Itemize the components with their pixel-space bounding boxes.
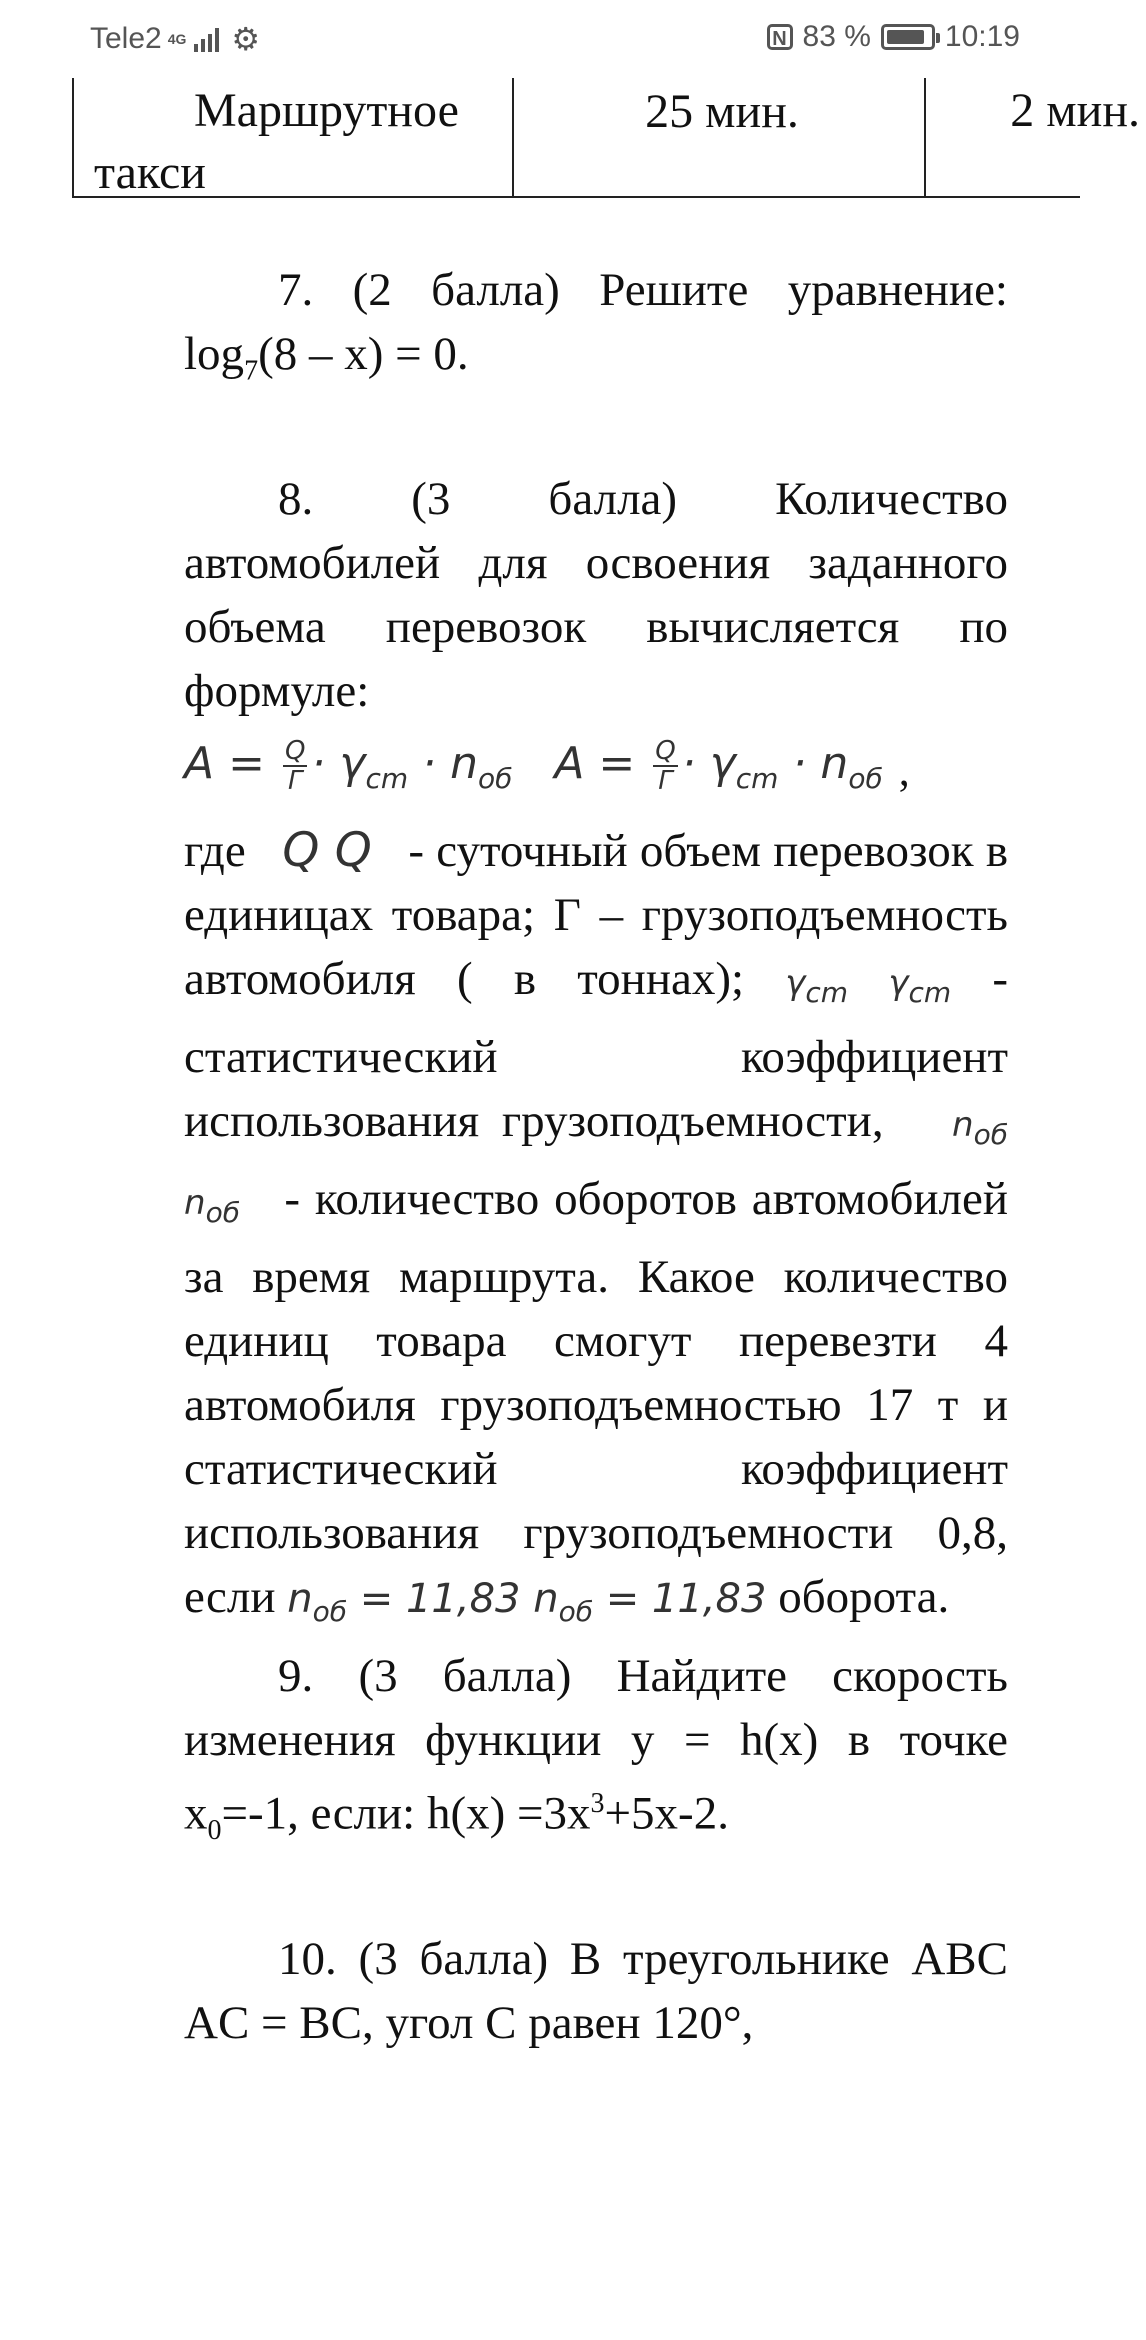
gear-icon: ⚙ (231, 21, 261, 57)
status-bar (0, 0, 1080, 78)
q7-log-base: 7 (244, 355, 259, 387)
q8-gamma-description: - статистический коэффициент использования грузоподъемности, (184, 953, 1009, 1148)
nfc-icon: N (767, 24, 793, 50)
q8-formula (184, 723, 1008, 819)
table-cell-time: 25 мин. (645, 85, 799, 138)
q-symbol-image: Q Q (282, 823, 372, 879)
q7-number: 7. (278, 264, 314, 316)
q9-x-subscript: 0 (207, 1814, 222, 1846)
document-body (184, 258, 1008, 2055)
table-border (924, 78, 926, 196)
q8-intro: Количество автомобилей для освоения заданного объема перевозок вычисляется по формуле: (184, 473, 1008, 718)
q8-q-description: - суточный объем перевозок в единицах товара; Г – грузоподъемность автомобиля ( в тоннах); (184, 825, 1009, 1006)
formula-image: A = $\frac{Q}{\Gamma}$ · $\gamma_{cm} \cdot n_{об}$ A = $\frac{Q}{\Gamma}$ · $\gamma_{cm} \cdot n_{об}$ (184, 735, 883, 796)
battery-percent: 83 % (802, 20, 871, 53)
q7-text-end: (8 – x) = 0. (258, 328, 469, 380)
gamma-symbol-image: $\gamma_{cm}$ $\gamma_{cm}$ (785, 963, 952, 1010)
formula-comma: , (898, 746, 910, 796)
signal-icon (194, 26, 219, 52)
q8-definitions (184, 819, 1008, 1643)
q7-points: (2 балла) (352, 264, 560, 316)
table-cell-time-2: 2 мин. (1010, 84, 1140, 137)
q8-number: 8. (278, 473, 314, 526)
status-right (767, 20, 1020, 54)
q10-text: (3 балла) В треугольнике ABC AC = BC, угол C равен 120°, (184, 1932, 1008, 2049)
q9-power: 3 (590, 1787, 605, 1819)
q8-n-description: - количество оборотов автомобилей за время маршрута. Какое количество единиц товара смогут перевезти 4 автомобиля грузоподъемностью 17 т и статистический коэффициент использования грузоподъемности 0,8, если (184, 1172, 1008, 1623)
q10-number: 10. (278, 1932, 337, 1985)
network-type: 4G (167, 31, 187, 47)
clock: 10:19 (944, 20, 1020, 53)
q9-number: 9. (278, 1649, 314, 1702)
battery-icon (881, 24, 935, 50)
q8-end: оборота. (778, 1570, 950, 1623)
status-left (90, 20, 260, 58)
schedule-table-fragment (72, 78, 1140, 199)
q9-text-end: +5x-2. (604, 1787, 729, 1840)
question-7 (184, 258, 1008, 403)
n-symbol-image: $n_{об}$ $n_{об}$ (184, 1105, 1008, 1229)
table-border (512, 78, 514, 196)
q9-text-mid: =-1, если: h(x) =3x (221, 1787, 591, 1840)
question-8 (184, 467, 1008, 723)
q7-text: Решите уравнение: log (184, 264, 1008, 380)
question-9 (184, 1644, 1008, 1863)
table-cell-transport: Маршрутное такси (94, 84, 459, 199)
q9-points: (3 балла) (358, 1649, 572, 1702)
q9-text: Найдите скорость изменения функции y = h(x) в точке x (184, 1649, 1008, 1840)
carrier-label: Tele2 (90, 22, 162, 55)
n-equation-image: $n_{об} = 11,83$ $n_{об} = 11,83$ (287, 1575, 767, 1628)
q8-points: (3 балла) (411, 473, 678, 526)
q8-where: где (184, 825, 246, 878)
question-10 (184, 1927, 1008, 2055)
table-border (72, 78, 74, 196)
